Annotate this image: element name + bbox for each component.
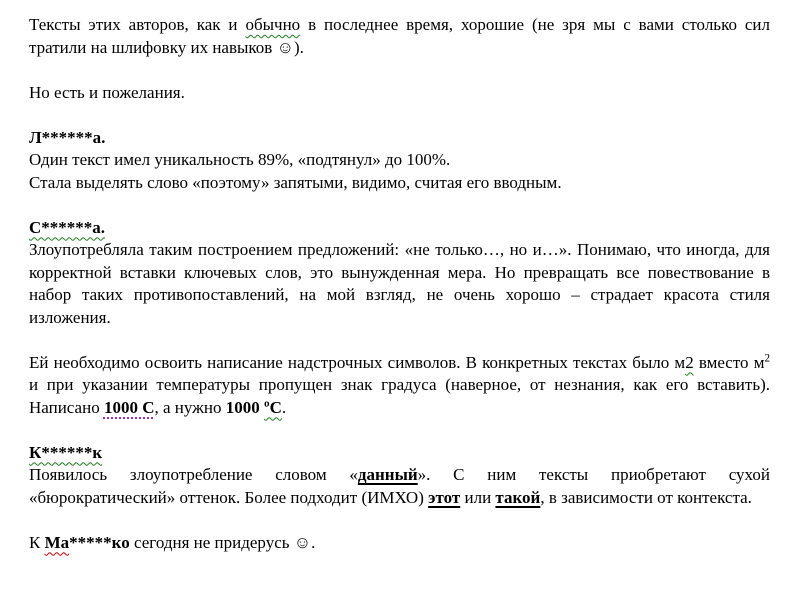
text-run: сегодня не придерусь [129,532,294,552]
text-run: 1000 [225,397,264,417]
blank-line [29,104,770,127]
text-run: Но есть и пожелания. [29,82,185,102]
text-run: Появилось злоупотребление словом « [29,465,358,484]
para-l-commas [29,172,770,195]
text-run: ). [293,37,304,57]
blank-line [29,59,770,82]
text-run: К [29,532,45,552]
para-s-constructions [29,239,770,329]
text-run: , а нужно [154,397,226,417]
text-run: . [281,397,287,417]
para-wishes [29,82,770,105]
para-s-superscript [29,352,770,420]
text-run: ºС [264,397,282,417]
text-run: данный [357,465,418,484]
text-run: Л******а. [29,127,106,147]
text-run: Ма [44,532,70,552]
blank-line [29,194,770,217]
para-intro [29,14,770,59]
heading-author-k [29,442,770,465]
text-run: Стала выделять слово «поэтому» запятыми, видимо, считая его вводным. [29,172,562,192]
smiley-icon: ☺ [293,532,312,552]
heading-author-l [29,127,770,150]
blank-line [29,329,770,352]
text-run: такой [495,487,541,507]
text-run: Ей необходимо освоить написание надстрочных символов. В конкретных текстах было м [29,352,686,372]
para-k-dannyj [29,464,770,509]
text-run: Один текст имел уникальность 89%, «подтянул» до 100%. [29,150,451,169]
text-run: , в зависимости от контекста. [540,487,752,507]
text-run: Тексты этих авторов, как и [29,15,246,34]
heading-author-s [29,217,770,240]
text-run: обычно [245,15,301,34]
text-run: К******к [29,442,103,462]
text-run: ». С ним тексты приобретают сухой «бюрократический» оттенок. Более подходит (ИМХО) [29,465,771,507]
text-run: вместо м [693,352,765,372]
text-run: или [460,487,496,507]
para-closing [29,532,770,555]
text-run: этот [428,487,461,507]
text-run: в последнее время, хорошие (не зря мы с вами столько сил тратили на шлифовку их навыков [29,15,771,57]
text-run: 1000 С [103,397,155,417]
text-run: . [311,532,316,552]
para-l-uniqueness [29,149,770,172]
text-run: С******а. [29,217,106,237]
blank-line [29,509,770,532]
blank-line [29,419,770,442]
text-run: *****ко [69,532,130,552]
text-run: и при указании температуры пропущен знак градуса (наверное, от незнания, как его вставить). Написано [29,375,770,417]
text-run: 2 [685,352,694,372]
smiley-icon: ☺ [276,37,294,57]
text-run: Злоупотребляла таким построением предложений: «не только…, но и…». Понимаю, что иногда, для корректной вставки ключевых слов, это вынужденная мера. Но превращать все повествование в набор таких противопоставлений, на мой взгляд, не очень хорошо – страдает красота стиля изложения. [29,240,770,327]
text-run: 2 [764,351,770,364]
